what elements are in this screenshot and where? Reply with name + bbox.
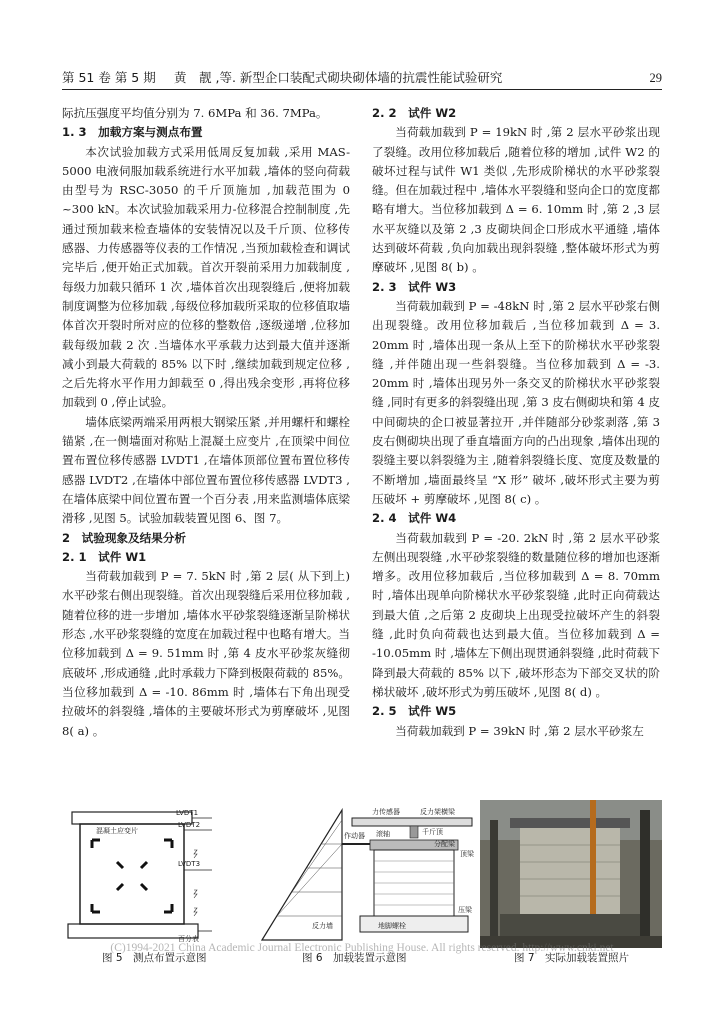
fig6-anchor-label: 地脚螺栓 — [378, 922, 406, 930]
page-number: 29 — [649, 71, 662, 85]
paragraph: 当荷载加载到 P = 39kN 时 ,第 2 层水平砂浆左 — [395, 723, 644, 738]
watermark: (C)1994-2021 China Academic Journal Electronic Publishing House. All rights reserved. http://www.cnki.net — [110, 942, 614, 954]
section-heading: 2. 2 试件 W2 — [372, 106, 457, 120]
paragraph: 当荷载加载到 P = 7. 5kN 时 ,第 2 层( 从下到上) 水平砂浆右侧出现裂缝。首次出现裂缝后采用位移加载 ,随着位移的进一步增加 ,墙体水平砂浆裂缝逐渐呈阶梯状形态 ,水平砂浆裂缝的宽度在加载过程中也略有增大。当位移加载到 Δ = 9. 51mm 时 ,第 4 皮水平砂浆灰缝彻底破坏 ,形成通缝 ,此时承载力下降到极限荷载的 85%。当位移加载到 Δ = -10. 86mm 时 ,墙体右下角出现受拉破坏的斜裂缝 ,墙体的主要破坏形式为剪摩破坏 ,见图 8( a) 。 — [62, 569, 350, 738]
fig5-gauge-label: 混凝土应变片 — [96, 827, 138, 835]
fig7-caption: 图 7 实际加载装置照片 — [514, 952, 630, 964]
section-heading: 2 试验现象及结果分析 — [62, 530, 187, 545]
fig6-reaction-frame-label: 反力架横梁 — [420, 808, 455, 816]
journal-issue: 第 51 卷 第 5 期 — [62, 70, 156, 85]
running-title: 黄 靓 ,等. 新型企口装配式砌块砌体墙的抗震性能试验研究 — [174, 70, 503, 85]
fig5-lvdt1-label: LVDT1 — [176, 809, 199, 817]
fig6-drawing — [252, 800, 482, 948]
fig6-reaction-wall-label: 反力墙 — [312, 922, 333, 930]
section-heading: 2. 3 试件 W3 — [372, 279, 457, 294]
section-heading: 1. 3 加载方案与测点布置 — [62, 125, 203, 140]
fig6-distribution-beam-label: 分配梁 — [434, 840, 455, 848]
fig6-jack-label: 千斤顶 — [422, 828, 443, 836]
left-column — [62, 104, 350, 741]
paragraph: 当荷载加载到 P = -20. 2kN 时 ,第 2 层水平砂浆左侧出现裂缝 ,水平砂浆裂缝的数量随位移的增加也逐渐增多。改用位移加载后 ,当位移加载到 Δ = 8. 70mm 时 ,墙体出现单向阶梯状水平砂浆裂缝 ,此时正向荷载达到最大值 ,之后第 2 皮砌块上出现受拉破坏产生的斜裂缝 ,此时负向荷载也达到最大值。当位移加载到 Δ = -10.05mm 时 ,墙体左下侧出现贯通斜裂缝 ,此时荷载下降到最大荷载的 85% 以下 ,破坏形态为下部交叉状的阶梯状破坏 ,破坏形式为剪压破坏 ,见图 8( d) 。 — [372, 530, 660, 699]
fig5-dial-label: 百分表 — [178, 935, 199, 943]
paragraph: 当荷载加载到 P = 19kN 时 ,第 2 层水平砂浆出现了裂缝。改用位移加载后 ,随着位移的增加 ,试件 W2 的破坏过程与试件 W1 类似 ,先形成阶梯状的水平砂浆裂缝。但在加载过程中 ,墙体水平裂缝和竖向企口的宽度都略有增大。当位移加载到 Δ = 6. 10mm 时 ,第 2 ,3 层水平灰缝以及第 2 ,3 皮砌块间企口形成水平通缝 ,墙体达到破坏荷载 ,负向加载出现斜裂缝 ,整体破坏形式为剪摩破坏 ,见图 8( b) 。 — [372, 125, 660, 275]
fig5-lvdt2-label: LVDT2 — [178, 821, 201, 829]
fig7-photo — [480, 800, 662, 948]
paragraph: 际抗压强度平均值分别为 7. 6MPa 和 36. 7MPa。 — [62, 106, 328, 120]
paragraph: 墙体底梁两端采用两根大钢梁压紧 ,并用螺杆和螺栓锚紧 ,在一侧墙面对称贴上混凝土应变片 ,在顶梁中间位置布置位移传感器 LVDT1 ,在墙体顶部位置布置位移传感器 LVDT2 ,在墙体中部位置布置位移传感器 LVDT3 ,在墙体底梁中间位置布置一个百分表 ,用来监测墙体底梁滑移 ,见图 5。试验加载装置见图 6、图 7。 — [62, 414, 350, 526]
fig6-top-beam-label: 顶梁 — [460, 850, 474, 858]
header-rule — [62, 89, 662, 90]
right-column — [372, 104, 660, 741]
figure-6 — [252, 800, 482, 948]
fig5-drawing — [62, 800, 232, 948]
fig6-caption: 图 6 加载装置示意图 — [302, 952, 407, 964]
fig6-hinge-label: 滚轴 — [376, 830, 390, 838]
fig6-force-sensor-label: 力传感器 — [372, 808, 400, 816]
figure-7-photo — [480, 800, 662, 948]
paragraph: 本次试验加载方式采用低周反复加载 ,采用 MAS-5000 电液伺服加载系统进行水平加载 ,墙体的竖向荷载由型号为 RSC-3050 的千斤顶施加 ,加载范围为 0 ~300 kN。本次试验加载采用力-位移混合控制制度 ,先通过预加载来检查墙体的安装情况以及千斤顶、位移传感器、力传感器等仪表的工作情况 ,当预加载检查和调试完毕后 ,便开始正式加载。首次开裂前采用力加载制度 ,每级力加载只循环 1 次 ,墙体首次出现裂缝后 ,便将加载制度调整为位移加载 ,每级位移加载所采取的位移值取墙体首次开裂时所对应的位移的整数倍 ,逐级递增 ,位移加载每级加载 2 次 .当墙体水平承载力达到最大值并逐渐减小到最大荷载的 85% 以下时 ,继续加载到规定位移 ,之后先将水平作用力卸载至 0 ,得出残余变形 ,再将位移加载到 0 ,停止试验。 — [62, 144, 350, 410]
paragraph: 当荷载加载到 P = -48kN 时 ,第 2 层水平砂浆右侧出现裂缝。改用位移加载后 ,当位移加载到 Δ = 3. 20mm 时 ,墙体出现一条从上至下的阶梯状水平砂浆裂缝 ,并伴随出现一些斜裂缝。当位移加载到 Δ = -3. 20mm 时 ,墙体出现另外一条交叉的阶梯状水平砂浆裂缝 ,同时有更多的斜裂缝出现 ,第 3 皮右侧砌块和第 4 皮中间砌块的企口被显著拉开 ,并伴随部分砂浆剥落 ,第 3 皮右侧砌块出现了垂直墙面方向的凸出现象 ,墙体出现的裂缝主要以斜裂缝为主 ,随着斜裂缝长度、宽度及数量的不断增加 ,墙面最终呈 “X 形” 破坏 ,破坏形式主要为剪压破坏 + 剪摩破坏 ,见图 8( c) 。 — [372, 298, 660, 506]
section-heading: 2. 4 试件 W4 — [372, 511, 457, 526]
fig6-base-label: 压梁 — [458, 906, 472, 914]
fig6-actuator-label: 作动器 — [344, 832, 365, 840]
fig5-caption: 图 5 测点布置示意图 — [102, 952, 207, 964]
section-heading: 2. 5 试件 W5 — [372, 704, 457, 719]
section-heading: 2. 1 试件 W1 — [62, 549, 147, 564]
fig5-lvdt3-label: LVDT3 — [178, 860, 201, 868]
page-header — [62, 64, 662, 86]
figure-5 — [62, 800, 232, 948]
